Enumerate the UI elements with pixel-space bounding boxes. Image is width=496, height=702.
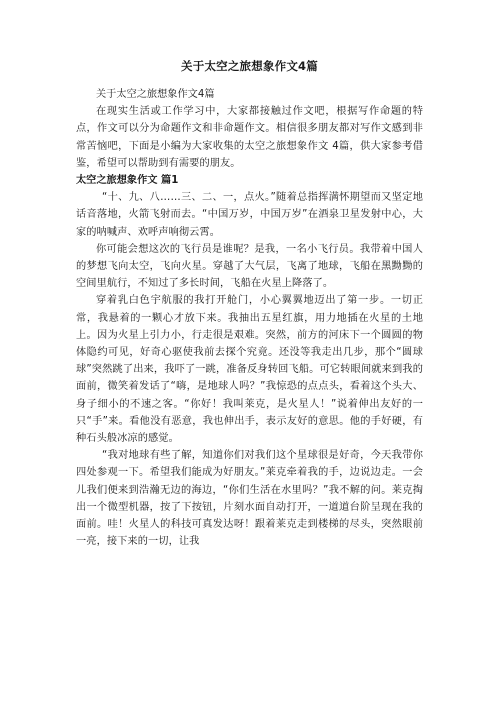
section-heading: 太空之旅想象作文 篇1: [76, 175, 179, 187]
body-paragraph-2: 你可能会想这次的飞行员是谁呢？是我，一名小飞行员。我带着中国人的梦想飞向太空，飞向火星。穿越了大气层，飞离了地球，飞船在黑黝黝的空间里航行，不知过了多长时间，飞船在火星上降落了。: [76, 243, 423, 290]
document-subtitle: 关于太空之旅想象作文4篇: [96, 89, 215, 100]
document-title: 关于太空之旅想象作文4篇: [181, 59, 318, 73]
body-paragraph-1: “十、九、八……三、二、一，点火。”随着总指挥满怀期望而又坚定地话音落地，火箭飞射而去。“中国万岁，中国万岁”在酒泉卫星发射中心，大家的呐喊声、欢呼声响彻云霄。: [76, 192, 423, 238]
body-paragraph-4: “我对地球有些了解，知道你们对我们这个星球很是好奇，今天我带你四处参观一下。希望我们能成为好朋友。”莱克牵着我的手，边说边走。一会儿我们便来到浩瀚无边的海边，“你们生活在水里吗？”我不解的问。莱克掏出一个微型机器，按了下按钮，片刻水面自动打开，一道道台阶呈现在我的面前。哇！火星人的科技可真发达呀！跟着莱克走到楼梯的尽头，突然眼前一亮，接下来的一切，让我: [76, 450, 423, 548]
body-paragraph-3: 穿着乳白色宇航服的我打开舱门，小心翼翼地迈出了第一步。一切正常，我悬着的一颗心才放下来。我抽出五星红旗，用力地插在火星的土地上。因为火星上引力小，行走很是艰难。突然，前方的河床下一个圆圆的物体隐约可见，好奇心驱使我前去探个究竟。还没等我走出几步，那个“圆球球”突然跳了出来，我吓了一跳，准备反身转回飞船。可它转眼间就来到我的面前，微笑着发话了“嗨，是地球人吗？”我惊恐的点点头，看着这个头大、身子细小的不速之客。“你好！我叫莱克，是火星人！”说着伸出友好的一只“手”来。看他没有恶意，我也伸出手，表示友好的意思。他的手好硬，有种石头般冰凉的感觉。: [76, 295, 423, 445]
intro-paragraph: 在现实生活或工作学习中，大家都接触过作文吧，根据写作命题的特点，作文可以分为命题作文和非命题作文。相信很多朋友都对写作文感到非常苦恼吧，下面是小编为大家收集的太空之旅想象作文 4篇，供大家参考借鉴，希望可以帮助到有需要的朋友。: [76, 106, 423, 169]
